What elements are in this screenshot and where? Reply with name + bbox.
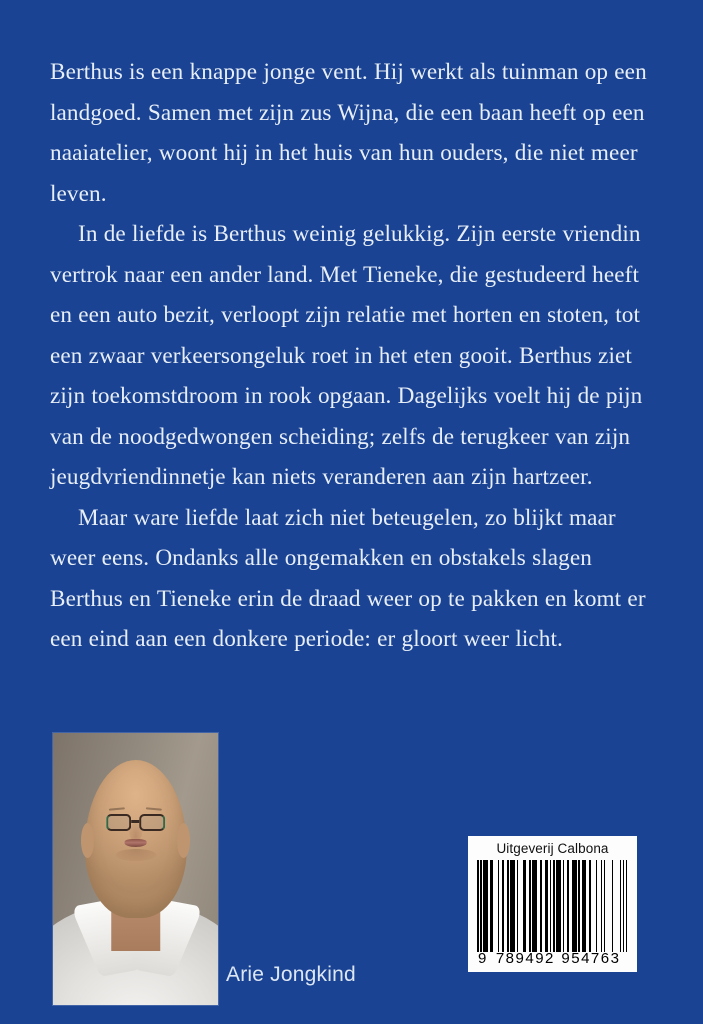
portrait-brow-right xyxy=(146,807,162,810)
blurb-paragraph-1: Berthus is een knappe jonge vent. Hij werkt als tuinman op een landgoed. Samen met zijn zus Wijna, die een baan heeft op een naaiatelier, woont hij in het huis van hun ouders, die niet meer leven. xyxy=(50,59,647,207)
glasses-bridge xyxy=(131,820,139,823)
barcode-lead-digit: 9 xyxy=(478,950,488,967)
barcode-group-left: 789492 xyxy=(495,950,555,967)
portrait-brow-left xyxy=(109,807,125,810)
glasses-lens-left xyxy=(106,814,132,831)
portrait-chin-shadow xyxy=(115,849,156,862)
barcode-bars xyxy=(477,860,628,952)
portrait-ear-right xyxy=(177,823,190,858)
author-name: Arie Jongkind xyxy=(226,963,356,986)
blurb-paragraph-3: Maar ware liefde laat zich niet beteugelen, zo blijkt maar weer eens. Ondanks alle ongemakken en obstakels slagen Berthus en Tieneke erin de draad weer op te pakken en komt er een eind aan een donkere periode: er gloort weer licht. xyxy=(50,504,646,652)
glasses-icon xyxy=(106,814,165,831)
blurb-paragraph-2: In de liefde is Berthus weinig gelukkig. Zijn eerste vriendin vertrok naar een ander land. Met Tieneke, die gestudeerd heeft en een auto bezit, verloopt zijn relatie met horten en stoten, tot een zwaar verkeersongeluk roet in het eten gooit. Berthus ziet zijn toekomstdroom in rook opgaan. Dagelijks voelt hij de pijn van de noodgedwongen scheiding; zelfs de terugkeer van zijn jeugdvriendinnetje kan niets veranderen aan zijn hartzeer. xyxy=(50,221,643,490)
blurb-text xyxy=(50,52,654,660)
publisher-label: Uitgeverij Calbona xyxy=(496,841,609,856)
barcode-bar xyxy=(626,860,628,952)
author-portrait-image xyxy=(53,733,218,1005)
barcode-group-right: 954763 xyxy=(561,950,621,967)
glasses-lens-right xyxy=(140,814,166,831)
author-photo xyxy=(53,733,218,1005)
portrait-mouth xyxy=(124,839,147,847)
barcode xyxy=(468,836,637,972)
barcode-digits xyxy=(477,951,628,968)
